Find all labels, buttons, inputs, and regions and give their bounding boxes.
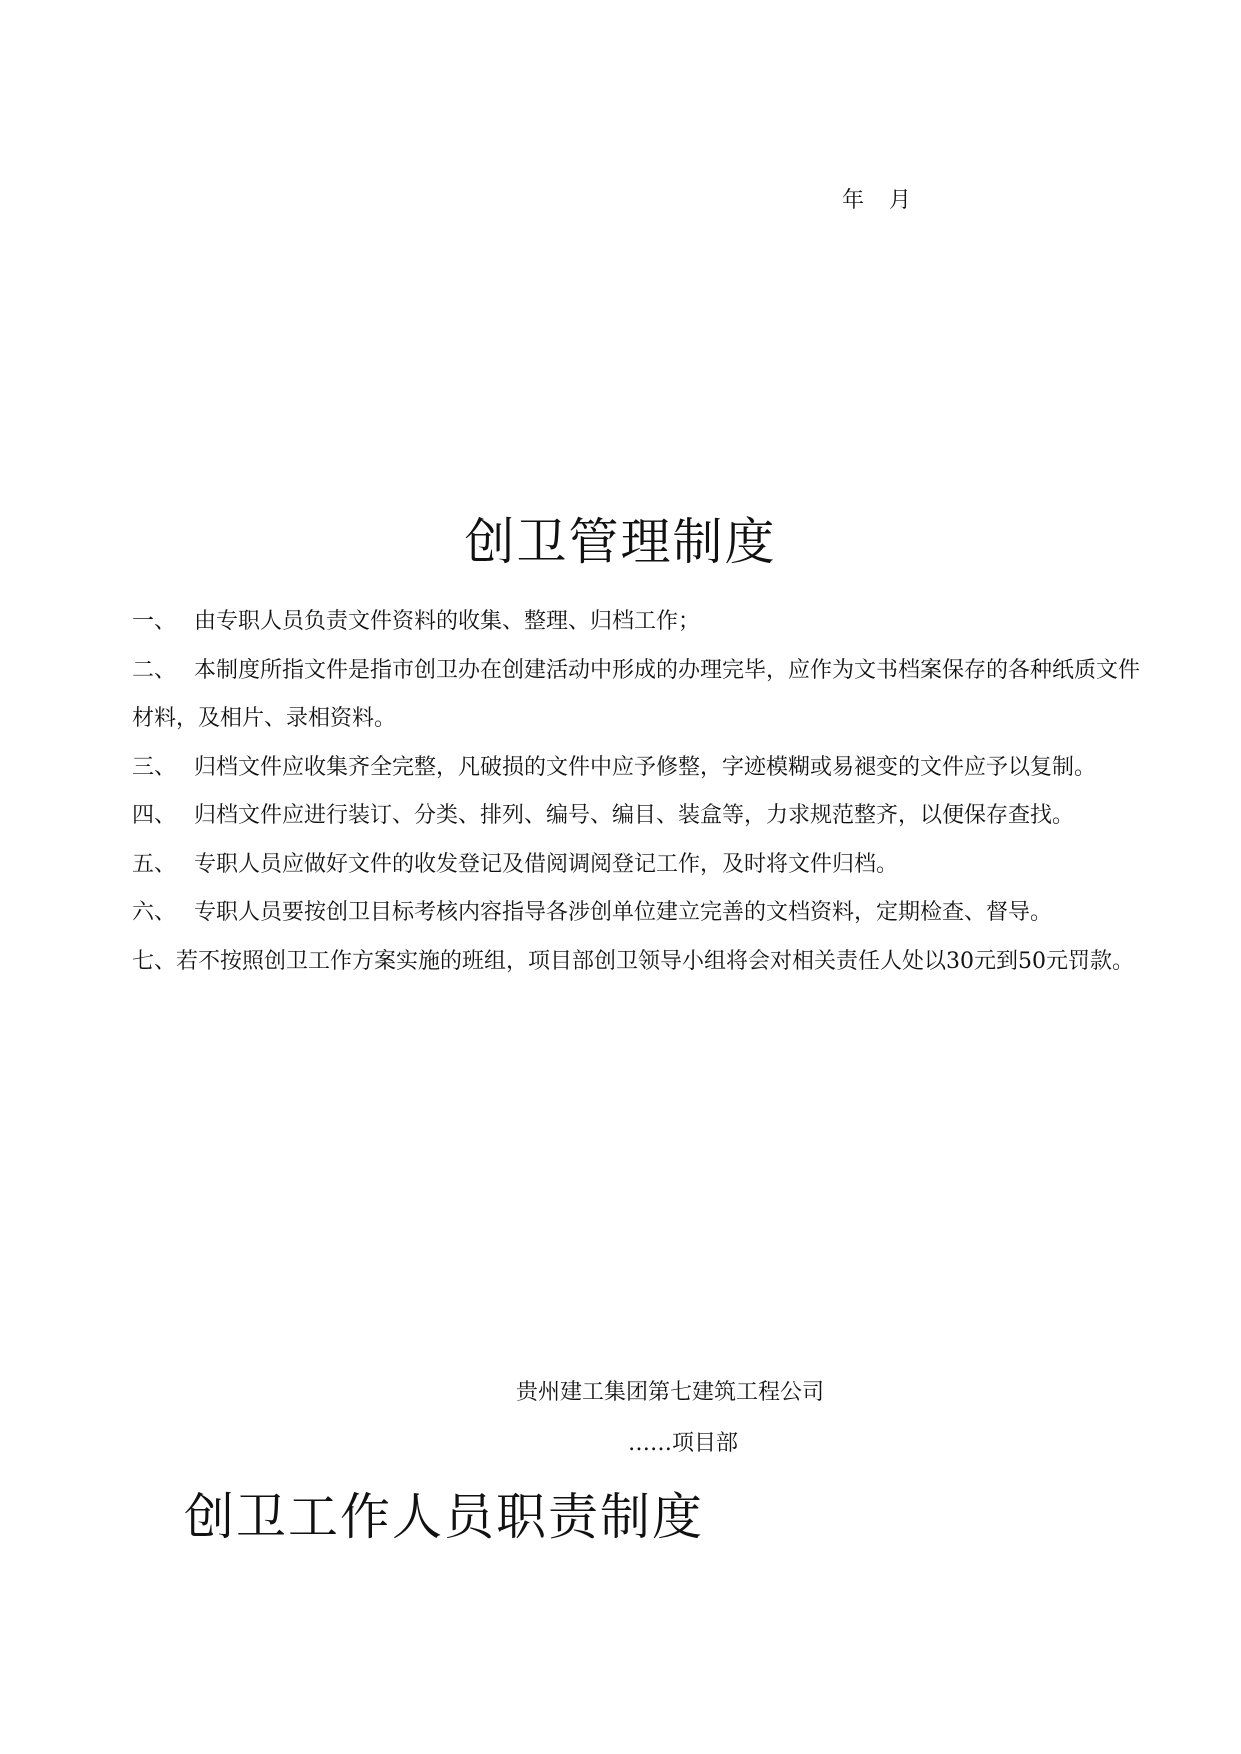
regulation-item-4	[132, 792, 1140, 841]
regulation-item-1	[132, 598, 1140, 647]
next-section-title: 创卫工作人员职责制度	[184, 1488, 704, 1546]
item-text: 由专职人员负责文件资料的收集、整理、归档工作；	[194, 609, 701, 634]
item-number: 四、	[132, 803, 177, 828]
department-name: ……项目部	[628, 1431, 739, 1456]
regulation-list	[132, 598, 1140, 986]
item-number: 六、	[132, 900, 177, 925]
regulation-item-2	[132, 647, 1140, 744]
item-number: 七、	[132, 948, 177, 974]
regulation-item-7	[132, 938, 1140, 987]
date-month: 月	[889, 188, 913, 213]
regulation-item-5	[132, 841, 1140, 890]
item-text: 本制度所指文件是指市创卫办在创建活动中形成的办理完毕，应作为文书档案保存的各种纸质文件材料，及相片、录相资料。	[132, 657, 1141, 731]
regulation-item-6	[132, 889, 1140, 938]
document-title: 创卫管理制度	[464, 513, 777, 571]
item-number: 二、	[132, 657, 177, 683]
regulation-item-3	[132, 744, 1140, 793]
item-number: 三、	[132, 754, 177, 780]
item-text: 若不按照创卫工作方案实施的班组，项目部创卫领导小组将会对相关责任人处以30元到50元罚款。	[176, 948, 1135, 974]
item-text: 归档文件应收集齐全完整，凡破损的文件中应予修整，字迹模糊或易褪变的文件应予以复制。	[194, 754, 1097, 780]
item-text: 专职人员要按创卫目标考核内容指导各涉创单位建立完善的文档资料，定期检查、督导。	[194, 900, 1053, 925]
item-number: 五、	[132, 851, 177, 877]
item-text: 归档文件应进行装订、分类、排列、编号、编目、装盒等，力求规范整齐，以便保存查找。	[194, 803, 1075, 828]
date-line	[826, 158, 912, 214]
item-text: 专职人员应做好文件的收发登记及借阅调阅登记工作，及时将文件归档。	[194, 851, 899, 877]
date-year: 年	[842, 188, 866, 213]
item-number: 一、	[132, 609, 177, 634]
company-name: 贵州建工集团第七建筑工程公司	[516, 1380, 825, 1405]
